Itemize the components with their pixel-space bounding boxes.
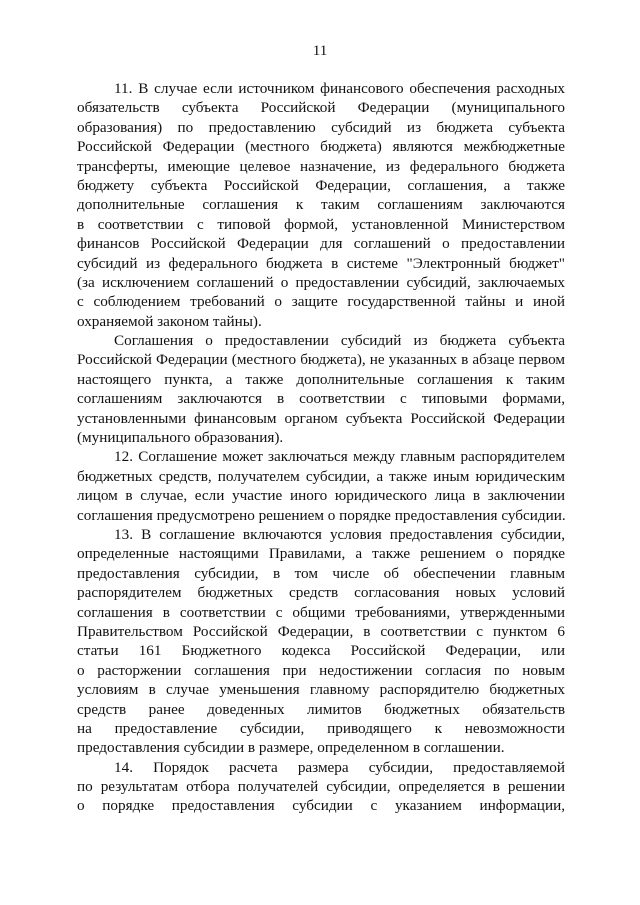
text-line: финансов Российской Федерации для соглашений о предоставлении [77, 235, 565, 253]
text-line: соглашения в соответствии с общими требованиями, утвержденными [77, 603, 565, 621]
text-line: обязательств субъекта Российской Федерации (муниципального [77, 99, 565, 117]
text-line: предоставления субсидии, в том числе об обеспечении главным [77, 564, 565, 582]
text-line: о расторжении соглашения при недостижении согласия по новым [77, 661, 565, 679]
text-line: соглашениям заключаются в соответствии с типовыми формами, [77, 390, 565, 408]
text-line: лицом в случае, если участие иного юридического лица в заключении [77, 487, 565, 505]
text-line: 12. Соглашение может заключаться между главным распорядителем [114, 448, 565, 466]
text-line: субсидий из федерального бюджета в системе "Электронный бюджет" [77, 254, 565, 272]
text-line: (муниципального образования). [77, 429, 284, 447]
text-line: средств ранее доведенных лимитов бюджетных обязательств [77, 700, 565, 718]
page-number: 11 [312, 42, 328, 59]
paragraph-p11b [77, 331, 565, 447]
document-body [77, 79, 565, 816]
paragraph-p14 [77, 758, 565, 816]
text-line: в соответствии с типовой формой, установленной Министерством [77, 215, 565, 233]
text-line: трансферты, имеющие целевое назначение, из федерального бюджета [77, 157, 565, 175]
paragraph-p11 [77, 79, 565, 331]
text-line: Правительством Российской Федерации, в соответствии с пунктом 6 [77, 622, 565, 640]
text-line: о порядке предоставления субсидии с указанием информации, [77, 797, 565, 815]
text-line: Соглашения о предоставлении субсидий из бюджета субъекта [114, 332, 565, 350]
text-line: с соблюдением требований о защите государственной тайны и иной [77, 293, 565, 311]
text-line: 11. В случае если источником финансового обеспечения расходных [114, 80, 565, 97]
text-line: Российской Федерации (местного бюджета) являются межбюджетные [77, 138, 565, 156]
text-line: по результатам отбора получателей субсидии, определяется в решении [77, 778, 565, 796]
text-line: статьи 161 Бюджетного кодекса Российской Федерации, или [77, 642, 565, 660]
text-line: на предоставление субсидии, приводящего к невозможности [77, 719, 565, 737]
text-line: условиям в случае уменьшения главному распорядителю бюджетных [77, 681, 565, 699]
text-line: бюджету субъекта Российской Федерации, соглашения, а также [77, 176, 565, 194]
text-line: предоставления субсидии в размере, определенном в соглашении. [77, 739, 505, 757]
text-line: распорядителем бюджетных средств согласования новых условий [77, 584, 565, 602]
paragraph-p12 [77, 447, 565, 525]
text-line: Российской Федерации (местного бюджета), не указанных в абзаце первом [77, 351, 565, 369]
text-line: образования) по предоставлению субсидий из бюджета субъекта [77, 118, 565, 136]
text-line: дополнительные соглашения к таким соглашениям заключаются [77, 196, 565, 214]
text-line: 14. Порядок расчета размера субсидии, предоставляемой [114, 758, 565, 776]
text-line: бюджетных средств, получателем субсидии, а также иным юридическим [77, 467, 565, 485]
text-line: соглашения предусмотрено решением о порядке предоставления субсидии. [77, 506, 566, 524]
text-line: (за исключением соглашений о предоставлении субсидий, заключаемых [77, 273, 565, 291]
text-line: охраняемой законом тайны). [77, 312, 262, 330]
text-line: установленными финансовым органом субъекта Российской Федерации [77, 409, 565, 427]
paragraph-p13 [77, 525, 565, 758]
text-line: настоящего пункта, а также дополнительные соглашения к таким [77, 370, 565, 388]
text-line: определенные настоящими Правилами, а также решением о порядке [77, 545, 565, 563]
text-line: 13. В соглашение включаются условия предоставления субсидии, [114, 525, 565, 543]
